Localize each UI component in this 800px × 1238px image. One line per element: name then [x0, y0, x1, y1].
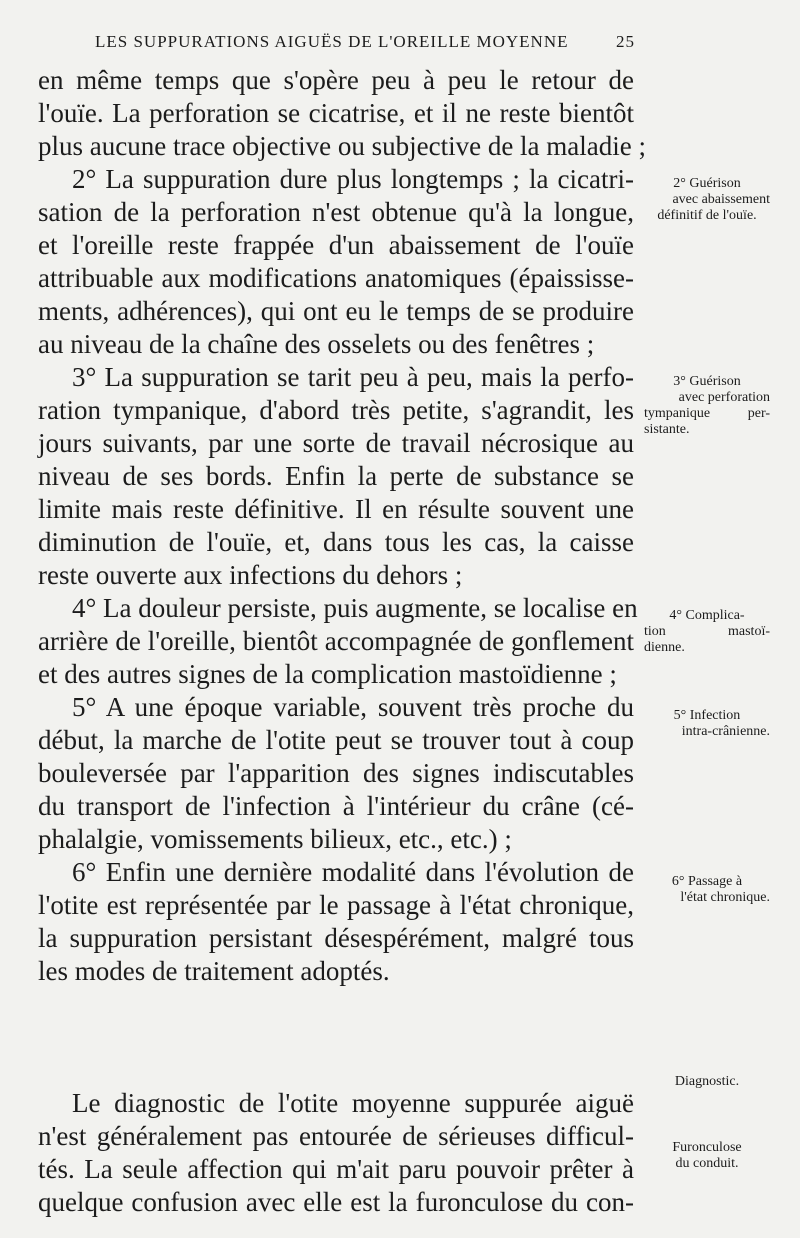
margin-note — [644, 874, 770, 906]
text-line: l'otite est représentée par le passage à l'état chronique, — [38, 890, 634, 920]
text-line: au niveau de la chaîne des osselets ou des fenêtres ; — [38, 329, 595, 359]
note-line: sistante. — [644, 422, 690, 437]
text-line: quelque confusion avec elle est la furonculose du con- — [38, 1187, 634, 1217]
text-line: plus aucune trace objective ou subjective de la maladie ; — [38, 131, 647, 161]
main-text — [38, 64, 647, 1219]
text-line: en même temps que s'opère peu à peu le retour de — [38, 65, 634, 95]
running-title: LES SUPPURATIONS AIGUËS DE L'OREILLE MOYENNE — [95, 32, 569, 51]
text-line: bouleversée par l'apparition des signes indiscutables — [38, 758, 634, 788]
note-line: tympanique per- — [644, 406, 770, 421]
text-line: et des autres signes de la complication mastoïdienne ; — [38, 659, 617, 689]
text-line: tés. La seule affection qui m'ait paru pouvoir prêter à — [38, 1154, 634, 1184]
text-line: ments, adhérences), qui ont eu le temps de se produire — [38, 296, 634, 326]
note-line: dienne. — [644, 640, 685, 655]
text-line: début, la marche de l'otite peut se trouver tout à coup — [38, 725, 634, 755]
page-number: 25 — [616, 32, 635, 51]
margin-note — [644, 374, 770, 438]
note-line: l'état chronique. — [680, 890, 770, 905]
text-line: la suppuration persistant désespérément, malgré tous — [38, 923, 634, 953]
note-line: avec perforation — [678, 390, 770, 405]
text-line: et l'oreille reste frappée d'un abaissement de l'ouïe — [38, 230, 634, 260]
margin-note — [644, 608, 770, 656]
text-line: 3° La suppuration se tarit peu à peu, mais la perfo- — [72, 362, 634, 392]
text-line: 5° A une époque variable, souvent très proche du — [72, 692, 634, 722]
running-head — [95, 32, 635, 56]
note-line: 3° Guérison — [673, 374, 741, 389]
text-line: reste ouverte aux infections du dehors ; — [38, 560, 463, 590]
text-line: 2° La suppuration dure plus longtemps ; la cicatri- — [72, 164, 634, 194]
note-line: 6° Passage à — [671, 874, 743, 889]
note-line: 4° Complica- — [669, 608, 745, 623]
note-line: 2° Guérison — [673, 176, 741, 191]
text-line: ration tympanique, d'abord très petite, s'agrandit, les — [38, 395, 634, 425]
text-line: l'ouïe. La perforation se cicatrise, et il ne reste bientôt — [38, 98, 634, 128]
note-line: avec abaissement — [672, 192, 770, 207]
text-line: 4° La douleur persiste, puis augmente, se localise en — [72, 593, 638, 623]
margin-note — [644, 1074, 770, 1090]
text-line: n'est généralement pas entourée de sérieuses difficul- — [38, 1121, 634, 1151]
text-line: les modes de traitement adoptés. — [38, 956, 390, 986]
text-line: Le diagnostic de l'otite moyenne suppurée aiguë — [72, 1088, 634, 1118]
text-line: arrière de l'oreille, bientôt accompagnée de gonflement — [38, 626, 634, 656]
note-line: Furonculose — [672, 1140, 742, 1155]
note-line: intra-crânienne. — [681, 724, 770, 739]
text-line: phalalgie, vomissements bilieux, etc., etc.) ; — [38, 824, 512, 854]
text-line: 6° Enfin une dernière modalité dans l'évolution de — [72, 857, 634, 887]
text-line: du transport de l'infection à l'intérieur du crâne (cé- — [38, 791, 634, 821]
margin-note — [644, 708, 770, 740]
text-line: limite mais reste définitive. Il en résulte souvent une — [38, 494, 634, 524]
text-line: sation de la perforation n'est obtenue qu'à la longue, — [38, 197, 634, 227]
text-line: attribuable aux modifications anatomiques (épaississe- — [38, 263, 634, 293]
text-line: jours suivants, par une sorte de travail nécrosique au — [38, 428, 634, 458]
note-line: 5° Infection — [673, 708, 741, 723]
note-line: tion mastoï- — [644, 624, 770, 639]
note-line: du conduit. — [675, 1156, 739, 1171]
text-line: diminution de l'ouïe, et, dans tous les cas, la caisse — [38, 527, 634, 557]
note-line: définitif de l'ouïe. — [657, 208, 757, 223]
margin-note — [644, 176, 770, 224]
note-line: Diagnostic. — [674, 1074, 740, 1089]
margin-note — [644, 1140, 770, 1172]
text-line: niveau de ses bords. Enfin la perte de substance se — [38, 461, 634, 491]
